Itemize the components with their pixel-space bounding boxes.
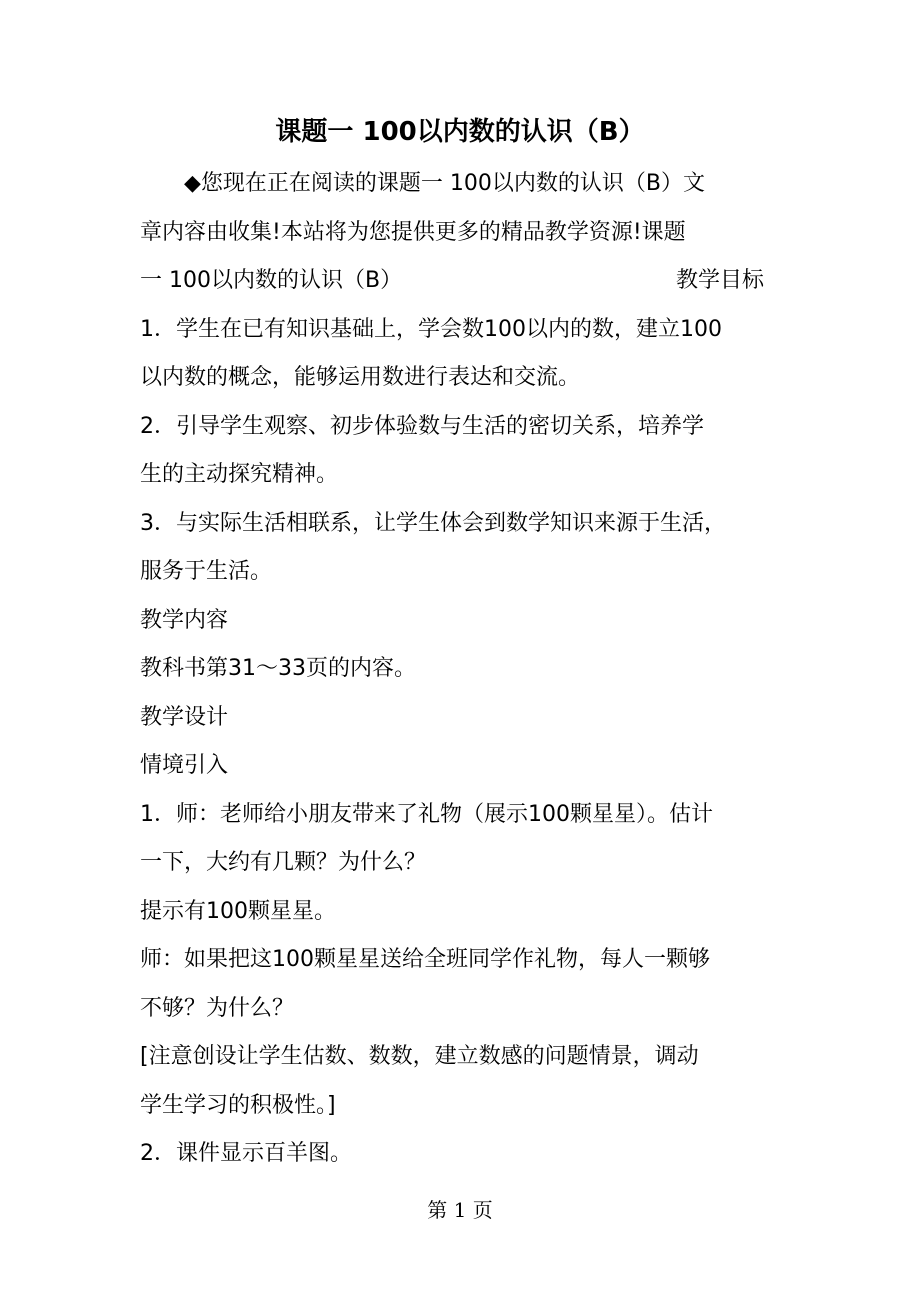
section-heading-design: 教学设计	[140, 704, 229, 730]
hint-text: 提示有100颗星星。	[140, 898, 336, 924]
objective-3-line-2: 服务于生活。	[140, 559, 273, 584]
section-heading-content: 教学内容	[140, 607, 229, 633]
step-1-line-2: 一下，大约有几颗？为什么？	[140, 850, 427, 875]
intro-line-3	[140, 257, 788, 306]
note-line-2: 学生学习的积极性。]	[140, 1092, 336, 1118]
intro-line-1: ◆您现在正在阅读的课题一 100以内数的认识（B）文	[184, 171, 705, 196]
section-heading-objectives: 教学目标	[675, 268, 764, 293]
objective-1-line-2: 以内数的概念，能够运用数进行表达和交流。	[140, 365, 581, 390]
objective-1-line-1: 1．学生在已有知识基础上，学会数100以内的数，建立100	[140, 316, 722, 342]
page-number: 第 1 页	[427, 1198, 493, 1222]
document-body	[140, 160, 788, 1179]
step-2-line: 2．课件显示百羊图。	[140, 1141, 352, 1166]
teacher-question-line-1: 师：如果把这100颗星星送给全班同学作礼物，每人一颗够	[140, 947, 710, 972]
objective-2-line-1: 2．引导学生观察、初步体验数与生活的密切关系，培养学	[140, 413, 704, 439]
document-title: 课题一 100以内数的认识（B）	[275, 117, 645, 147]
objective-3-line-1: 3．与实际生活相联系，让学生体会到数学知识来源于生活，	[140, 510, 726, 536]
content-text: 教科书第31～33页的内容。	[140, 656, 416, 681]
section-heading-intro: 情境引入	[140, 753, 229, 778]
intro-line-2: 章内容由收集!本站将为您提供更多的精品教学资源!课题	[140, 219, 686, 245]
step-1-line-1: 1．师：老师给小朋友带来了礼物（展示100颗星星）。估计	[140, 801, 713, 827]
objective-2-line-2: 生的主动探究精神。	[140, 462, 339, 487]
teacher-question-line-2: 不够？为什么？	[140, 995, 295, 1021]
intro-line-3-left: 一 100以内数的认识（B）	[140, 268, 403, 293]
note-line-1: [注意创设让学生估数、数数，建立数感的问题情景，调动	[140, 1044, 699, 1069]
